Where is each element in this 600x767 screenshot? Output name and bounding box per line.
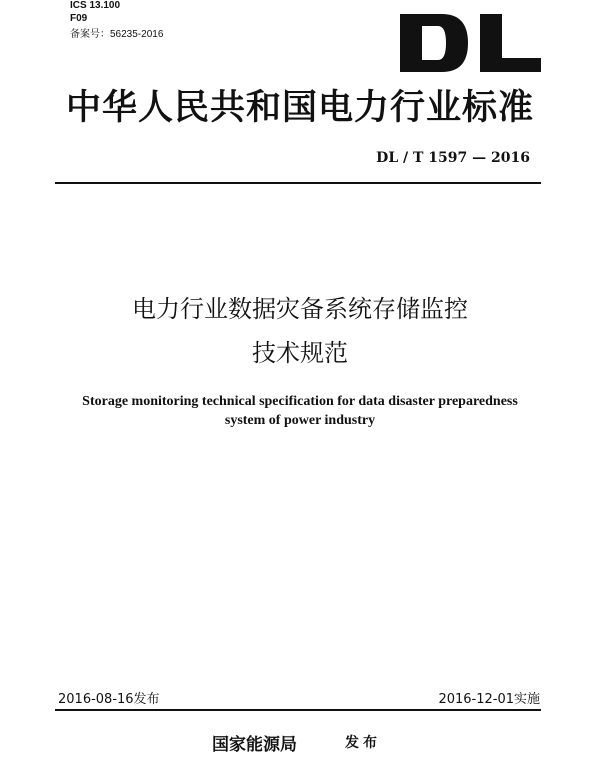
dl-logo xyxy=(398,14,543,72)
english-title-line-1: Storage monitoring technical specification for data disaster preparedness xyxy=(82,394,518,409)
issue-date: 2016-08-16发布 xyxy=(58,692,160,707)
logo-letter-l xyxy=(480,14,541,72)
publish-label: 发布 xyxy=(345,735,381,751)
ccs-code: F09 xyxy=(70,13,88,24)
issuing-authority-title: 中华人民共和国电力行业标准 xyxy=(65,87,534,128)
publisher-name: 国家能源局 xyxy=(212,735,297,755)
standard-number: DL / T 1597 — 2016 xyxy=(376,150,530,166)
effective-date: 2016-12-01实施 xyxy=(438,692,540,707)
registration-number: 备案号：56235-2016 xyxy=(70,29,164,40)
chinese-title-line-1: 电力行业数据灾备系统存储监控 xyxy=(132,295,468,323)
bottom-divider xyxy=(55,709,541,711)
logo-letter-d xyxy=(400,14,468,72)
chinese-title-line-2: 技术规范 xyxy=(252,339,348,367)
english-title-line-2: system of power industry xyxy=(224,413,376,428)
top-divider xyxy=(55,182,541,184)
ics-code: ICS 13.100 xyxy=(70,0,121,11)
